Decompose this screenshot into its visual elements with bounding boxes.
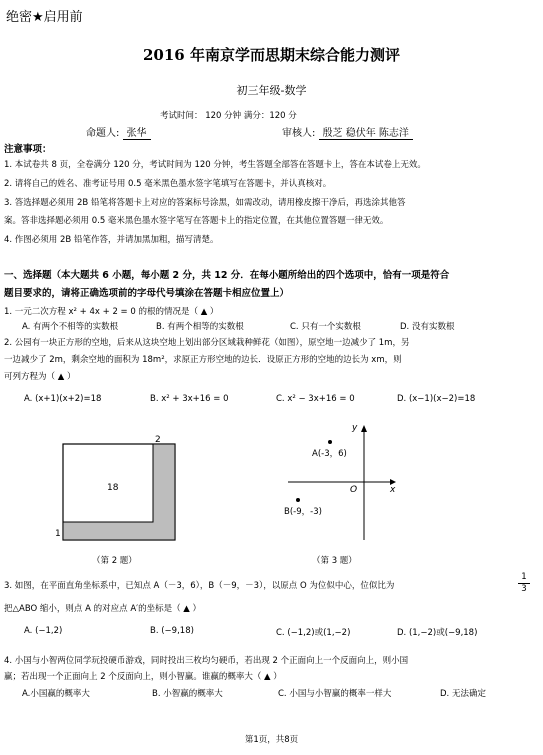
figure-3-caption: （第 3 题） xyxy=(312,556,357,566)
figure-3-coordinate-plane xyxy=(280,422,400,542)
q1-option-b: B. 有两个相等的实数根 xyxy=(156,322,244,332)
confidential-mark: 绝密★启用前 xyxy=(6,10,83,25)
x-axis-label: x xyxy=(390,485,396,495)
question-2-line: 2. 公园有一块正方形的空地，后来从这块空地上划出部分区域栽种鲜花（如图），原空地一边减少了 1m，另 xyxy=(4,338,410,348)
question-2-line: 可列方程为（ ▲ ） xyxy=(4,372,76,382)
q1-option-a: A. 有两个不相等的实数根 xyxy=(22,322,119,332)
q1-option-d: D. 没有实数根 xyxy=(400,322,455,332)
section-heading-cont: 题目要求的，请将正确选项前的字母代号填涂在答题卡相应位置上） xyxy=(4,288,290,299)
q2-option-b: B. x² + 3x+16 = 0 xyxy=(150,394,229,404)
figure-2-caption: （第 2 题） xyxy=(92,556,137,566)
question-2-line: 一边减少了 2m，剩余空地的面积为 18m²，求原正方形空地的边长．设原正方形的空地的边长为 xm，则 xyxy=(4,355,402,365)
question-1-stem: 1. 一元二次方程 x² + 4x + 2 = 0 的根的情况是（ ▲ ） xyxy=(4,307,219,317)
q4-option-a: A.小国赢的概率大 xyxy=(22,689,90,699)
q3-option-d: D. (1,−2)或(−9,18) xyxy=(397,628,478,638)
note-item: 案。答非选择题必须用 0.5 毫米黑色墨水签字笔写在答题卡上的指定位置，在其他位置答题一律无效。 xyxy=(4,216,389,226)
q2-option-a: A. (x+1)(x+2)=18 xyxy=(24,394,102,404)
question-4-line: 赢；若出现一个正面向上 2 个反面向上，则小智赢。谁赢的概率大（ ▲ ） xyxy=(4,672,282,682)
ratio-fraction xyxy=(518,572,530,595)
strip-width-2-label: 2 xyxy=(155,435,161,445)
proposer-name: 张华 xyxy=(123,128,151,140)
note-item: 4. 作图必须用 2B 铅笔作答，并请加黑加粗，描写清楚。 xyxy=(4,235,219,245)
y-axis-label: y xyxy=(352,423,358,433)
page-footer: 第1页，共8页 xyxy=(244,735,299,745)
note-item: 2. 请将自己的姓名、准考证号用 0.5 毫米黑色墨水签字笔填写在答题卡，并认真核对。 xyxy=(4,179,332,189)
note-item: 1. 本试卷共 8 页，全卷满分 120 分，考试时间为 120 分钟，考生答题全部答在答题卡上，答在本试卷上无效。 xyxy=(4,160,426,170)
area-label: 18 xyxy=(107,483,119,493)
point-b-label: B(-9，-3) xyxy=(284,507,322,517)
q2-option-d: D. (x−1)(x−2)=18 xyxy=(397,394,476,404)
proposer xyxy=(86,124,151,139)
notes-heading: 注意事项： xyxy=(4,144,52,155)
q2-option-c: C. x² − 3x+16 = 0 xyxy=(276,394,355,404)
reviewer xyxy=(282,124,413,139)
point-b xyxy=(296,498,300,502)
section-heading: 一、选择题（本大题共 6 小题，每小题 2 分，共 12 分．在每小题所给出的四个选项中，恰有一项是符合 xyxy=(4,270,450,281)
origin-label: O xyxy=(350,485,358,495)
question-3-line: 把△ABO 缩小，则点 A 的对应点 A′的坐标是（ ▲ ） xyxy=(4,604,202,614)
exam-meta: 考试时间： 120 分钟 满分：120 分 xyxy=(160,111,297,121)
q4-option-d: D. 无法确定 xyxy=(440,689,486,699)
figure-2-square xyxy=(55,432,185,544)
proposer-label: 命题人: xyxy=(86,128,120,139)
reviewer-names: 殷芝 稳伏年 陈志洋 xyxy=(319,128,413,140)
q4-option-b: B. 小智赢的概率大 xyxy=(152,689,223,699)
page-title: 2016 年南京学而思期末综合能力测评 xyxy=(143,46,400,64)
point-a-label: A(-3，6) xyxy=(312,449,347,459)
q3-option-a: A. (−1,2) xyxy=(24,626,63,636)
q3-option-c: C. (−1,2)或(1,−2) xyxy=(276,628,351,638)
ratio-denominator: 3 xyxy=(521,584,527,594)
strip-width-1-label: 1 xyxy=(55,529,61,539)
question-3-line: 3. 如图，在平面直角坐标系中，已知点 A（－3，6），B（－9，－3），以原点 O 为位似中心，位似比为 xyxy=(4,581,395,591)
point-a xyxy=(328,440,332,444)
reviewer-label: 审核人: xyxy=(282,128,316,139)
q1-option-c: C. 只有一个实数根 xyxy=(290,322,361,332)
page-subtitle: 初三年级-数学 xyxy=(236,84,307,97)
q4-option-c: C. 小国与小智赢的概率一样大 xyxy=(278,689,392,699)
note-item: 3. 答选择题必须用 2B 铅笔将答题卡上对应的答案标号涂黑，如需改动，请用橡皮擦干净后，再选涂其他答 xyxy=(4,198,406,208)
ratio-numerator: 1 xyxy=(518,572,530,584)
question-4-line: 4. 小国与小智两位同学玩投硬币游戏，同时投出三枚均匀硬币，若出现 2 个正面向上一个反面向上，则小国 xyxy=(4,656,409,666)
q3-option-b: B. (−9,18) xyxy=(150,626,194,636)
